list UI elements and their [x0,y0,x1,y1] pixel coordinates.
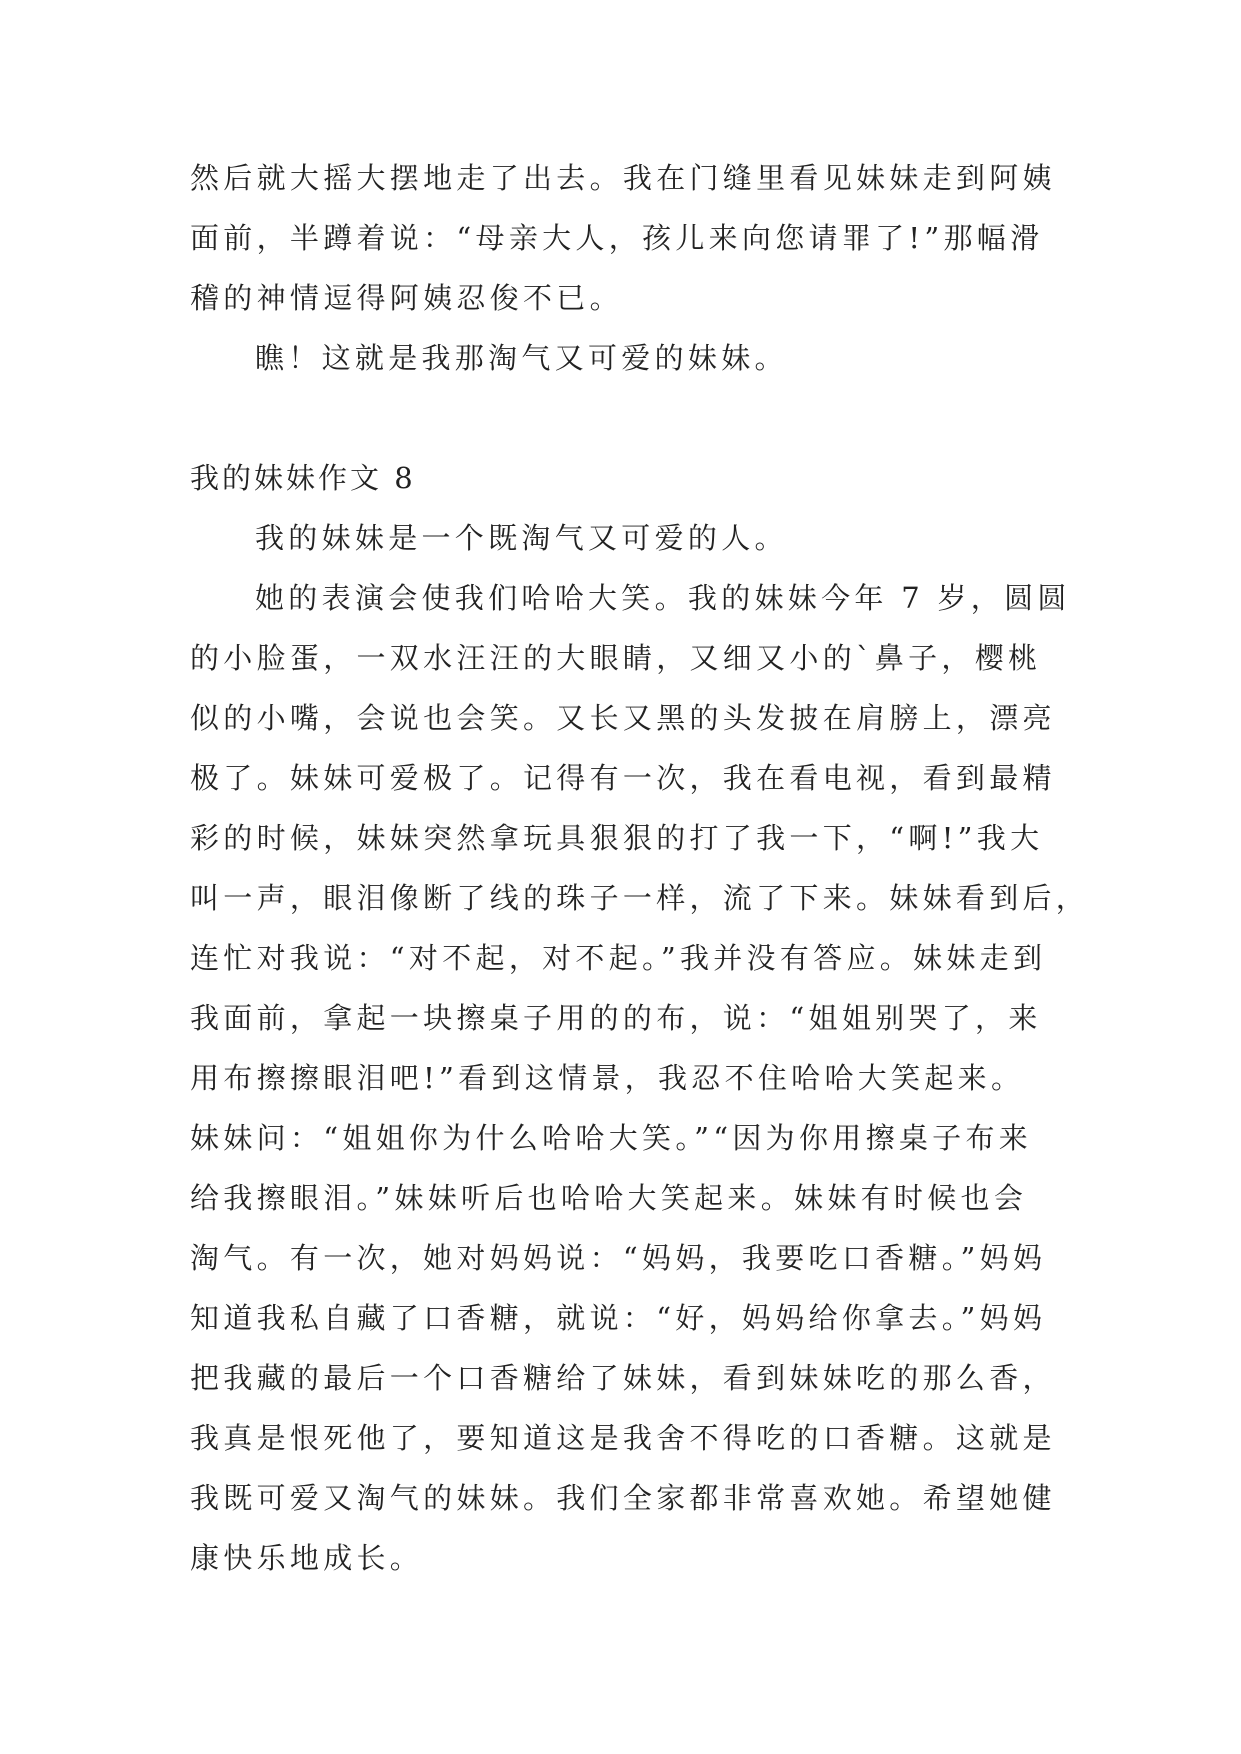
paragraph-line: 然后就大摇大摆地走了出去。我在门缝里看见妹妹走到阿姨 [190,161,1056,195]
paragraph-line: 叫一声，眼泪像断了线的珠子一样，流了下来。妹妹看到后， [190,881,1090,915]
paragraph-line: 康快乐地成长。 [190,1541,424,1575]
paragraph-line: 把我藏的最后一个口香糖给了妹妹，看到妹妹吃的那么香， [190,1361,1056,1395]
paragraph-line: 连忙对我说：“对不起，对不起。”我并没有答应。妹妹走到 [190,941,1047,975]
paragraph-line: 我既可爱又淘气的妹妹。我们全家都非常喜欢她。希望她健 [190,1481,1056,1515]
paragraph-line: 的小脸蛋，一双水汪汪的大眼睛，又细又小的`鼻子，樱桃 [190,641,1042,675]
paragraph-line: 我面前，拿起一块擦桌子用的的布，说：“姐姐别哭了，来 [190,1001,1042,1035]
paragraph-line: 面前，半蹲着说：“母亲大人，孩儿来向您请罪了!”那幅滑 [190,221,1044,255]
paragraph-line: 淘气。有一次，她对妈妈说：“妈妈，我要吃口香糖。”妈妈 [190,1241,1047,1275]
paragraph-line: 极了。妹妹可爱极了。记得有一次，我在看电视，看到最精 [190,761,1056,795]
paragraph-line: 我的妹妹是一个既淘气又可爱的人。 [255,521,788,555]
paragraph-line: 彩的时候，妹妹突然拿玩具狠狠的打了我一下，“啊!”我大 [190,821,1044,855]
paragraph-line: 似的小嘴，会说也会笑。又长又黑的头发披在肩膀上，漂亮 [190,701,1056,735]
section-title: 我的妹妹作文 8 [190,461,416,495]
paragraph-line: 她的表演会使我们哈哈大笑。我的妹妹今年 7 岁，圆圆 [255,581,1071,615]
paragraph-line: 瞧！这就是我那淘气又可爱的妹妹。 [255,341,788,375]
paragraph-line: 妹妹问：“姐姐你为什么哈哈大笑。”“因为你用擦桌子布来 [190,1121,1033,1155]
paragraph-line: 我真是恨死他了，要知道这是我舍不得吃的口香糖。这就是 [190,1421,1056,1455]
paragraph-line: 稽的神情逗得阿姨忍俊不已。 [190,281,623,315]
paragraph-line: 知道我私自藏了口香糖，就说：“好，妈妈给你拿去。”妈妈 [190,1301,1047,1335]
paragraph-line: 用布擦擦眼泪吧!”看到这情景，我忍不住哈哈大笑起来。 [190,1061,1025,1095]
paragraph-line: 给我擦眼泪。”妹妹听后也哈哈大笑起来。妹妹有时候也会 [190,1181,1028,1215]
